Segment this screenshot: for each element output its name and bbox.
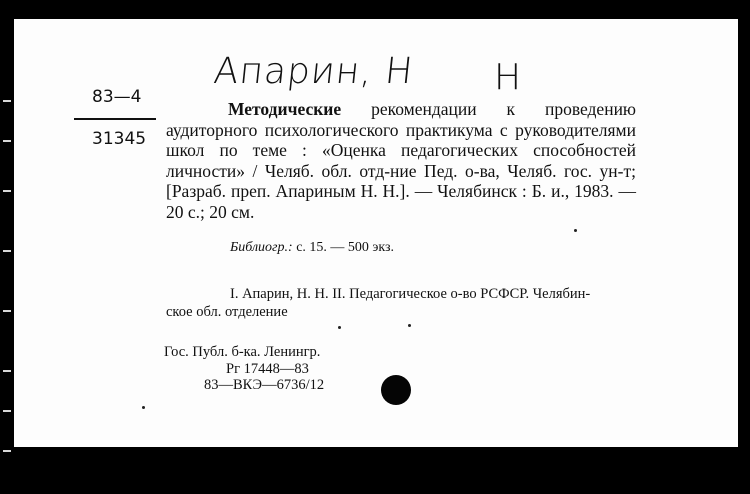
handwritten-initial-note: Н [494,57,523,98]
ink-stamp-dot [381,375,411,405]
inventory-number: 31345 [92,129,147,149]
tracing-line: ское обл. отделение [166,304,288,320]
handwritten-author-note: Апарин, Н [211,51,416,92]
subject-tracings [166,285,636,321]
ink-speck [574,229,577,232]
index-code: 83—ВКЭ—6736/12 [204,377,325,393]
ink-speck [142,406,145,409]
bibliography-label: Библиогр.: [230,240,293,255]
shelf-divider [74,118,156,120]
film-edge-marks [0,80,14,480]
ink-speck [338,326,341,329]
bibliography-text: с. 15. — 500 экз. [296,240,395,255]
catalog-card [14,19,738,447]
bibliographic-entry [166,99,636,222]
shelf-mark: 83—4 [92,87,142,107]
entry-title-lead: Методические [228,99,342,119]
entry-description: рекомендации к проведению аудиторного психологического практикума с руководителями школ по теме : «Оценка педагогических способностей личности» / Челяб. обл. отд-ние Пед. о-ва, Челяб. гос. ун-т; [Разраб. преп. Апариным Н. Н.]. — Челябинск : Б. и., 1983. — 20 с.; 20 см. [166,99,637,222]
ink-speck [408,324,411,327]
registration-number: Рг 17448—83 [226,361,309,377]
library-name: Гос. Публ. б-ка. Ленингр. [164,344,321,360]
bibliography-note [230,240,394,256]
tracing-line: I. Апарин, Н. Н. II. Педагогическое о-во РСФСР. Челябин- [230,286,591,302]
